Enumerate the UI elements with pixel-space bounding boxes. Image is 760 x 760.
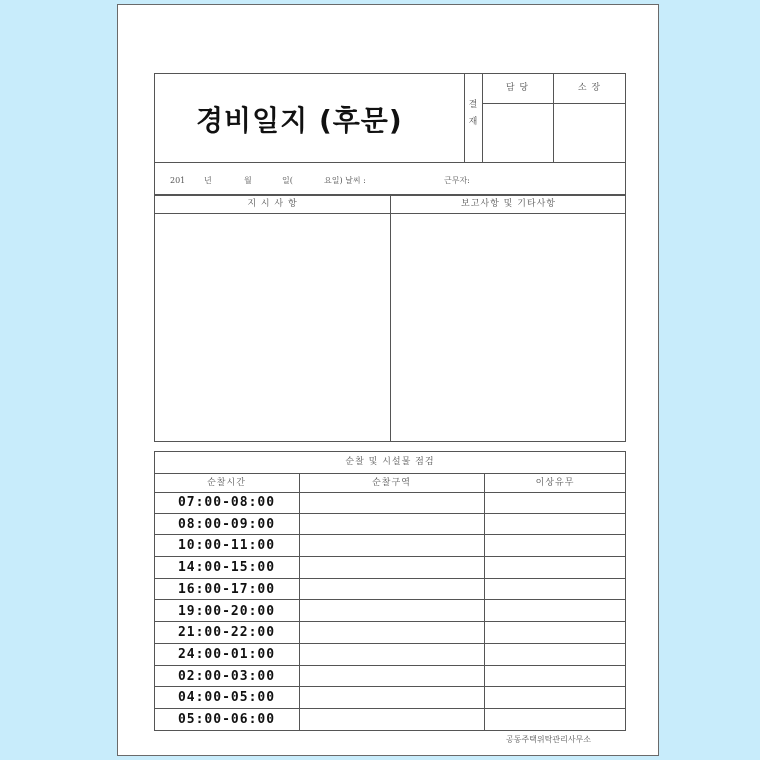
form-page <box>117 4 659 756</box>
patrol-rows <box>154 492 626 731</box>
patrol-time-cell: 08:00-09:00 <box>177 516 276 532</box>
footer-office: 공동주택위탁관리사무소 <box>506 735 592 744</box>
table-row <box>154 687 626 709</box>
table-row <box>154 514 626 536</box>
patrol-time-cell: 02:00-03:00 <box>177 668 276 684</box>
reports-header-line <box>391 213 626 214</box>
info-worker-label: 근무자: <box>444 176 470 185</box>
page-title: 경비일지 (후문) <box>196 104 403 137</box>
info-year-label: 년 <box>204 176 212 185</box>
instructions-box <box>154 195 391 442</box>
info-day-label: 일( <box>282 176 293 185</box>
table-row <box>154 601 626 623</box>
patrol-time-cell: 16:00-17:00 <box>177 581 276 597</box>
reports-label: 보고사항 및 기타사항 <box>461 199 556 209</box>
patrol-title-line <box>154 473 626 474</box>
instructions-label: 지 시 사 항 <box>247 199 298 209</box>
patrol-col-status: 이상유무 <box>535 478 575 488</box>
table-row <box>154 579 626 601</box>
patrol-time-cell: 05:00-06:00 <box>177 712 276 727</box>
patrol-time-cell: 24:00-01:00 <box>177 646 276 662</box>
patrol-time-cell: 19:00-20:00 <box>177 603 276 619</box>
table-row <box>154 622 626 644</box>
instructions-header-line <box>154 213 391 214</box>
approval-label: 결 재 <box>468 100 478 128</box>
approval-col-manager: 담 당 <box>505 83 530 93</box>
info-weekday-label: 요일) 날씨 : <box>324 176 366 185</box>
approval-divider <box>464 73 465 163</box>
approval-col-director: 소 장 <box>577 83 602 93</box>
patrol-time-cell: 10:00-11:00 <box>177 538 276 554</box>
patrol-col-time: 순찰시간 <box>207 478 246 488</box>
info-year-prefix: 201 <box>170 176 186 185</box>
info-row <box>154 163 626 195</box>
patrol-time-cell: 07:00-08:00 <box>177 495 276 510</box>
reports-box <box>391 195 626 442</box>
table-row <box>154 709 626 731</box>
patrol-title: 순찰 및 시설물 점검 <box>345 457 435 467</box>
approval-header-line <box>482 103 626 104</box>
table-row <box>154 666 626 688</box>
patrol-time-cell: 21:00-22:00 <box>177 625 276 641</box>
table-row <box>154 492 626 514</box>
patrol-col-area: 순찰구역 <box>372 478 411 488</box>
table-row <box>154 644 626 666</box>
patrol-time-cell: 04:00-05:00 <box>177 690 276 706</box>
table-row <box>154 535 626 557</box>
patrol-time-cell: 14:00-15:00 <box>177 560 276 576</box>
table-row <box>154 557 626 579</box>
info-month-label: 월 <box>244 176 252 185</box>
